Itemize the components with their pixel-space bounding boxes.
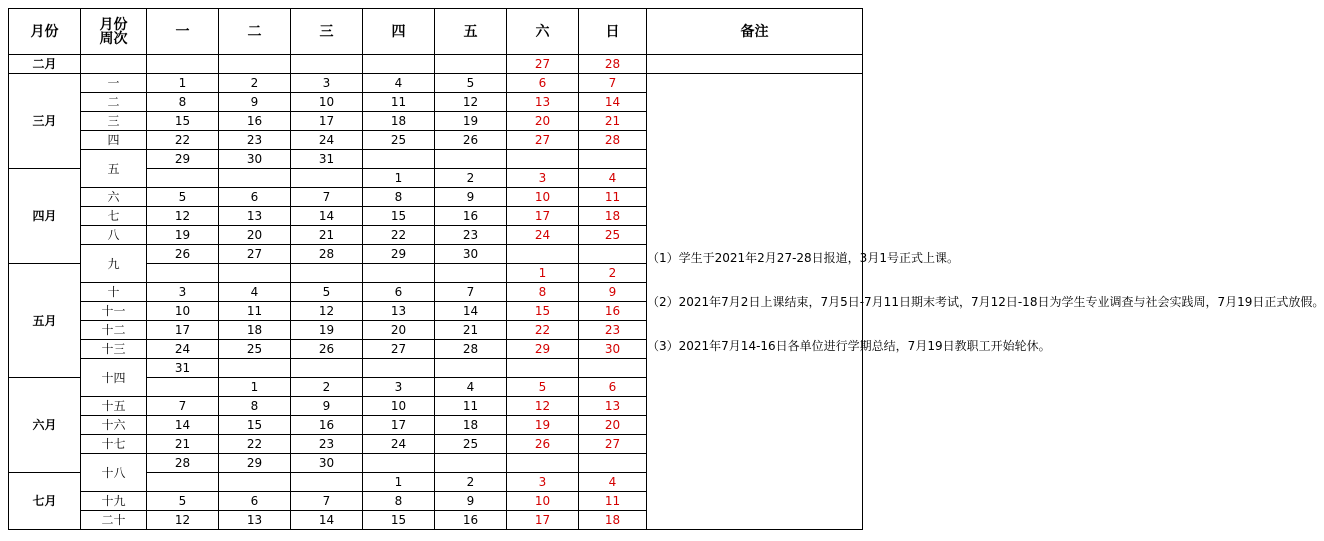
header-sat: 六 — [507, 9, 579, 55]
day-cell: 29 — [219, 454, 291, 473]
day-cell: 17 — [507, 511, 579, 530]
week-number: 十四 — [81, 359, 147, 397]
week-number: 十五 — [81, 397, 147, 416]
day-cell: 6 — [219, 492, 291, 511]
header-row — [9, 9, 863, 55]
day-cell — [507, 150, 579, 169]
day-cell: 1 — [363, 473, 435, 492]
day-cell: 21 — [579, 112, 647, 131]
header-sun: 日 — [579, 9, 647, 55]
day-cell: 4 — [435, 378, 507, 397]
week-number: 八 — [81, 226, 147, 245]
day-cell: 15 — [147, 112, 219, 131]
day-cell: 25 — [435, 435, 507, 454]
day-cell: 1 — [219, 378, 291, 397]
day-cell: 13 — [219, 207, 291, 226]
calendar-page — [8, 8, 1324, 530]
day-cell: 1 — [363, 169, 435, 188]
day-cell — [147, 264, 219, 283]
day-cell — [507, 245, 579, 264]
day-cell: 7 — [147, 397, 219, 416]
day-cell: 28 — [579, 55, 647, 74]
week-number: 十 — [81, 283, 147, 302]
day-cell: 20 — [507, 112, 579, 131]
day-cell: 20 — [579, 416, 647, 435]
day-cell: 23 — [219, 131, 291, 150]
day-cell: 6 — [579, 378, 647, 397]
day-cell: 29 — [147, 150, 219, 169]
day-cell: 3 — [363, 378, 435, 397]
day-cell — [363, 55, 435, 74]
day-cell: 21 — [291, 226, 363, 245]
day-cell — [435, 150, 507, 169]
header-note: 备注 — [647, 9, 863, 55]
day-cell: 24 — [291, 131, 363, 150]
day-cell: 11 — [219, 302, 291, 321]
day-cell: 26 — [147, 245, 219, 264]
day-cell: 30 — [435, 245, 507, 264]
day-cell: 7 — [579, 74, 647, 93]
day-cell: 16 — [219, 112, 291, 131]
day-cell: 7 — [291, 188, 363, 207]
day-cell: 14 — [291, 207, 363, 226]
week-number: 二十 — [81, 511, 147, 530]
week-number: 四 — [81, 131, 147, 150]
week-number: 十三 — [81, 340, 147, 359]
day-cell: 31 — [147, 359, 219, 378]
day-cell — [363, 359, 435, 378]
day-cell: 27 — [507, 131, 579, 150]
day-cell: 27 — [219, 245, 291, 264]
day-cell: 26 — [507, 435, 579, 454]
day-cell: 17 — [147, 321, 219, 340]
day-cell: 20 — [219, 226, 291, 245]
day-cell — [435, 454, 507, 473]
day-cell: 6 — [507, 74, 579, 93]
day-cell: 18 — [219, 321, 291, 340]
day-cell: 7 — [291, 492, 363, 511]
day-cell: 25 — [363, 131, 435, 150]
day-cell: 6 — [219, 188, 291, 207]
day-cell: 16 — [435, 207, 507, 226]
day-cell: 24 — [507, 226, 579, 245]
day-cell: 2 — [219, 74, 291, 93]
day-cell: 13 — [219, 511, 291, 530]
header-thu: 四 — [363, 9, 435, 55]
day-cell: 24 — [363, 435, 435, 454]
day-cell — [147, 473, 219, 492]
day-cell: 9 — [435, 188, 507, 207]
day-cell — [291, 169, 363, 188]
remark-paragraph: （1）学生于2021年2月27-28日报道，3月1号正式上课。 — [647, 250, 959, 265]
day-cell: 17 — [291, 112, 363, 131]
day-cell: 14 — [147, 416, 219, 435]
day-cell — [363, 454, 435, 473]
day-cell: 18 — [579, 511, 647, 530]
day-cell: 17 — [507, 207, 579, 226]
week-number: 十一 — [81, 302, 147, 321]
month-jul: 七月 — [9, 473, 81, 530]
day-cell: 21 — [435, 321, 507, 340]
day-cell: 9 — [219, 93, 291, 112]
day-cell: 24 — [147, 340, 219, 359]
day-cell — [219, 169, 291, 188]
day-cell: 22 — [363, 226, 435, 245]
day-cell: 19 — [435, 112, 507, 131]
day-cell: 12 — [435, 93, 507, 112]
day-cell: 2 — [435, 473, 507, 492]
day-cell: 23 — [579, 321, 647, 340]
day-cell — [579, 245, 647, 264]
day-cell: 2 — [435, 169, 507, 188]
day-cell — [291, 55, 363, 74]
day-cell: 7 — [435, 283, 507, 302]
week-number: 十七 — [81, 435, 147, 454]
day-cell: 13 — [579, 397, 647, 416]
header-mon: 一 — [147, 9, 219, 55]
month-jun: 六月 — [9, 378, 81, 473]
day-cell — [363, 264, 435, 283]
day-cell: 3 — [147, 283, 219, 302]
month-apr: 四月 — [9, 169, 81, 264]
day-cell — [579, 359, 647, 378]
month-feb: 二月 — [9, 55, 81, 74]
day-cell: 15 — [219, 416, 291, 435]
header-fri: 五 — [435, 9, 507, 55]
day-cell: 10 — [291, 93, 363, 112]
day-cell: 22 — [507, 321, 579, 340]
week-number: 六 — [81, 188, 147, 207]
day-cell: 5 — [147, 492, 219, 511]
note-empty — [647, 55, 863, 74]
day-cell: 17 — [363, 416, 435, 435]
day-cell — [435, 55, 507, 74]
day-cell — [219, 473, 291, 492]
day-cell: 23 — [291, 435, 363, 454]
day-cell — [579, 150, 647, 169]
day-cell: 10 — [363, 397, 435, 416]
day-cell: 25 — [219, 340, 291, 359]
day-cell: 4 — [219, 283, 291, 302]
day-cell — [435, 359, 507, 378]
day-cell: 12 — [147, 207, 219, 226]
day-cell: 4 — [579, 169, 647, 188]
week-number: 五 — [81, 150, 147, 188]
week-row — [9, 55, 863, 74]
day-cell: 28 — [291, 245, 363, 264]
day-cell: 19 — [147, 226, 219, 245]
day-cell: 16 — [579, 302, 647, 321]
day-cell: 3 — [507, 473, 579, 492]
day-cell: 15 — [363, 207, 435, 226]
day-cell: 8 — [363, 188, 435, 207]
week-number: 九 — [81, 245, 147, 283]
day-cell: 18 — [435, 416, 507, 435]
day-cell — [147, 169, 219, 188]
header-wed: 三 — [291, 9, 363, 55]
day-cell: 14 — [291, 511, 363, 530]
day-cell: 11 — [579, 492, 647, 511]
week-number: 三 — [81, 112, 147, 131]
month-may: 五月 — [9, 264, 81, 378]
day-cell: 16 — [435, 511, 507, 530]
week-row — [9, 74, 863, 93]
day-cell: 30 — [291, 454, 363, 473]
day-cell — [219, 55, 291, 74]
week-number: 十二 — [81, 321, 147, 340]
day-cell: 9 — [291, 397, 363, 416]
day-cell — [435, 264, 507, 283]
day-cell: 11 — [435, 397, 507, 416]
header-month: 月份 — [9, 9, 81, 55]
day-cell — [291, 264, 363, 283]
week-number — [81, 55, 147, 74]
day-cell: 5 — [147, 188, 219, 207]
day-cell: 8 — [147, 93, 219, 112]
day-cell: 14 — [435, 302, 507, 321]
day-cell: 22 — [147, 131, 219, 150]
day-cell: 28 — [435, 340, 507, 359]
remarks-cell — [647, 74, 1324, 530]
week-number: 十八 — [81, 454, 147, 492]
day-cell: 10 — [507, 492, 579, 511]
day-cell: 30 — [579, 340, 647, 359]
day-cell: 6 — [363, 283, 435, 302]
day-cell: 3 — [291, 74, 363, 93]
day-cell: 29 — [507, 340, 579, 359]
day-cell: 2 — [291, 378, 363, 397]
day-cell: 20 — [363, 321, 435, 340]
day-cell: 15 — [507, 302, 579, 321]
day-cell — [147, 55, 219, 74]
day-cell: 13 — [363, 302, 435, 321]
day-cell: 11 — [579, 188, 647, 207]
month-mar: 三月 — [9, 74, 81, 169]
day-cell: 11 — [363, 93, 435, 112]
day-cell — [507, 454, 579, 473]
day-cell: 9 — [435, 492, 507, 511]
remark-paragraph: （3）2021年7月14-16日各单位进行学期总结，7月19日教职工开始轮休。 — [647, 338, 1051, 353]
day-cell: 27 — [579, 435, 647, 454]
day-cell: 4 — [579, 473, 647, 492]
day-cell: 8 — [363, 492, 435, 511]
day-cell: 5 — [435, 74, 507, 93]
day-cell: 12 — [147, 511, 219, 530]
day-cell — [291, 359, 363, 378]
day-cell: 5 — [291, 283, 363, 302]
remark-paragraph: （2）2021年7月2日上课结束，7月5日-7月11日期末考试，7月12日-18日为学生专业调查与社会实践周，7月19日正式放假。 — [647, 294, 1324, 309]
day-cell: 16 — [291, 416, 363, 435]
day-cell: 18 — [579, 207, 647, 226]
day-cell: 12 — [291, 302, 363, 321]
day-cell: 28 — [147, 454, 219, 473]
header-tue: 二 — [219, 9, 291, 55]
day-cell: 27 — [363, 340, 435, 359]
week-number: 二 — [81, 93, 147, 112]
day-cell: 26 — [291, 340, 363, 359]
day-cell: 8 — [219, 397, 291, 416]
day-cell: 9 — [579, 283, 647, 302]
day-cell — [219, 264, 291, 283]
day-cell: 10 — [147, 302, 219, 321]
day-cell: 1 — [147, 74, 219, 93]
week-number: 一 — [81, 74, 147, 93]
day-cell: 19 — [507, 416, 579, 435]
day-cell: 12 — [507, 397, 579, 416]
day-cell — [147, 378, 219, 397]
day-cell: 26 — [435, 131, 507, 150]
day-cell: 14 — [579, 93, 647, 112]
day-cell: 5 — [507, 378, 579, 397]
day-cell — [219, 359, 291, 378]
day-cell: 29 — [363, 245, 435, 264]
header-week: 月份 周次 — [81, 9, 147, 55]
week-number: 十九 — [81, 492, 147, 511]
week-number: 七 — [81, 207, 147, 226]
day-cell: 3 — [507, 169, 579, 188]
day-cell: 4 — [363, 74, 435, 93]
day-cell: 1 — [507, 264, 579, 283]
day-cell: 8 — [507, 283, 579, 302]
day-cell: 22 — [219, 435, 291, 454]
day-cell: 19 — [291, 321, 363, 340]
day-cell: 10 — [507, 188, 579, 207]
day-cell: 21 — [147, 435, 219, 454]
calendar-body — [9, 55, 1324, 530]
day-cell — [507, 359, 579, 378]
day-cell: 2 — [579, 264, 647, 283]
day-cell — [579, 454, 647, 473]
day-cell: 13 — [507, 93, 579, 112]
day-cell: 23 — [435, 226, 507, 245]
day-cell: 31 — [291, 150, 363, 169]
day-cell: 15 — [363, 511, 435, 530]
day-cell: 25 — [579, 226, 647, 245]
day-cell — [363, 150, 435, 169]
day-cell: 18 — [363, 112, 435, 131]
day-cell: 28 — [579, 131, 647, 150]
school-calendar-table — [8, 8, 1324, 530]
day-cell: 27 — [507, 55, 579, 74]
week-number: 十六 — [81, 416, 147, 435]
day-cell: 30 — [219, 150, 291, 169]
day-cell — [291, 473, 363, 492]
